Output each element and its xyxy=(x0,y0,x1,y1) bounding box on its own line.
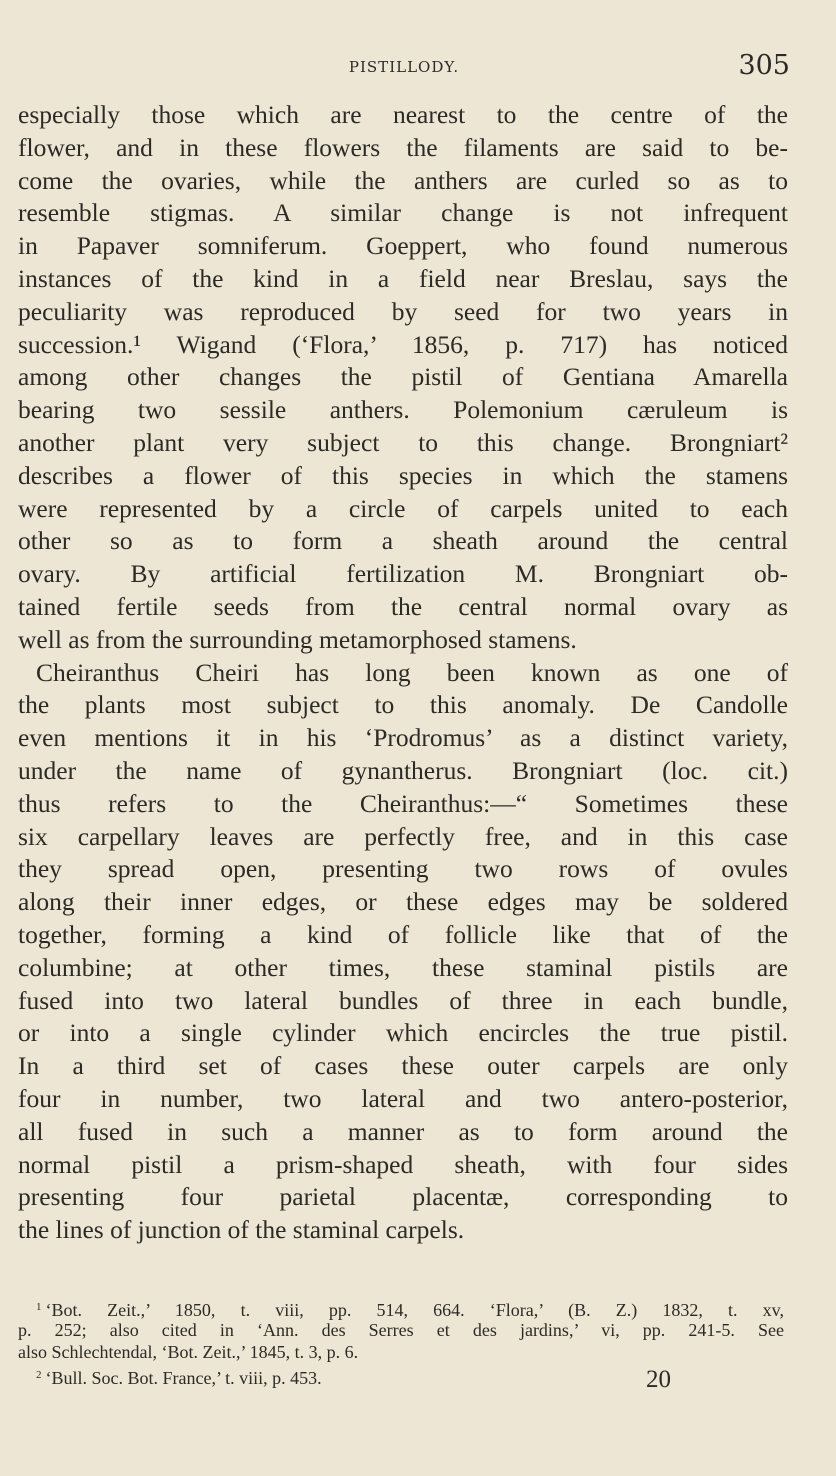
footnote-line: p. 252; also cited in ‘Ann. des Serres et des jardins,’ vi, pp. 241-5. See xyxy=(18,1319,784,1340)
text-line: all fused in such a manner as to form around the xyxy=(18,1116,788,1146)
footnote-mark: 1 xyxy=(36,1301,42,1313)
text-line: the plants most subject to this anomaly. De Candolle xyxy=(18,690,788,720)
text-line: presenting four parietal placentæ, corresponding to xyxy=(18,1182,788,1212)
text-line: in Papaver somniferum. Goeppert, who found numerous xyxy=(18,231,788,261)
text-line: together, forming a kind of follicle like that of the xyxy=(18,919,788,949)
text-line: bearing two sessile anthers. Polemonium cæruleum is xyxy=(18,395,788,425)
body-text xyxy=(18,99,788,1247)
text-line: resemble stigmas. A similar change is not infrequent xyxy=(18,198,788,228)
text-line: normal pistil a prism-shaped sheath, with four sides xyxy=(18,1149,788,1179)
page-number: 305 xyxy=(738,50,790,81)
footnote-line: also Schlechtendal, ‘Bot. Zeit.,’ 1845, t. 3, p. 6. xyxy=(18,1342,359,1362)
footnote-mark: 2 xyxy=(36,1368,42,1381)
text-line: Cheiranthus Cheiri has long been known as one of xyxy=(36,657,788,687)
signature-mark: 20 xyxy=(646,1366,671,1393)
text-line: columbine; at other times, these staminal pistils are xyxy=(18,952,788,982)
text-line: come the ovaries, while the anthers are curled so as to xyxy=(18,165,788,195)
text-line: flower, and in these flowers the filaments are said to be- xyxy=(18,132,788,162)
text-line: the lines of junction of the staminal carpels. xyxy=(18,1215,465,1245)
text-line: under the name of gynantherus. Brongniart (loc. cit.) xyxy=(18,755,788,785)
text-line: fused into two lateral bundles of three in each bundle, xyxy=(18,985,788,1015)
text-line: thus refers to the Cheiranthus:—“ Sometimes these xyxy=(18,788,788,818)
text-line: especially those which are nearest to the centre of the xyxy=(18,100,788,129)
running-title: PISTILLODY. xyxy=(348,58,460,76)
text-line: four in number, two lateral and two antero-posterior, xyxy=(18,1083,788,1113)
text-line: or into a single cylinder which encircles the true pistil. xyxy=(18,1018,788,1048)
footnote-text: ‘Bot. Zeit.,’ 1850, t. viii, pp. 514, 664. ‘Flora,’ (B. Z.) 1832, t. xv, xyxy=(45,1300,784,1320)
text-line: along their inner edges, or these edges may be soldered xyxy=(18,887,788,917)
text-line: other so as to form a sheath around the central xyxy=(18,526,788,556)
text-line: ovary. By artificial fertilization M. Brongniart ob- xyxy=(18,559,788,589)
footnote-1 xyxy=(18,1296,784,1319)
text-line: even mentions it in his ‘Prodromus’ as a distinct variety, xyxy=(18,723,788,753)
text-line: six carpellary leaves are perfectly free, and in this case xyxy=(18,821,788,851)
text-line: describes a flower of this species in which the stamens xyxy=(18,460,788,490)
footnote-text: ‘Bull. Soc. Bot. France,’ t. viii, p. 453. xyxy=(45,1367,322,1388)
text-line: they spread open, presenting two rows of ovules xyxy=(18,854,788,884)
text-line: tained fertile seeds from the central normal ovary as xyxy=(18,591,788,621)
page-header xyxy=(18,50,790,84)
text-line: instances of the kind in a field near Breslau, says the xyxy=(18,263,788,293)
text-line: well as from the surrounding metamorphosed stamens. xyxy=(18,624,577,654)
text-line: peculiarity was reproduced by seed for two years in xyxy=(18,296,788,326)
text-line: succession.¹ Wigand (‘Flora,’ 1856, p. 717) has noticed xyxy=(18,329,788,359)
text-line: In a third set of cases these outer carpels are only xyxy=(18,1051,788,1081)
text-line: among other changes the pistil of Gentiana Amarella xyxy=(18,362,788,392)
text-line: another plant very subject to this change. Brongniart² xyxy=(18,427,788,457)
text-line: were represented by a circle of carpels united to each xyxy=(18,493,788,523)
